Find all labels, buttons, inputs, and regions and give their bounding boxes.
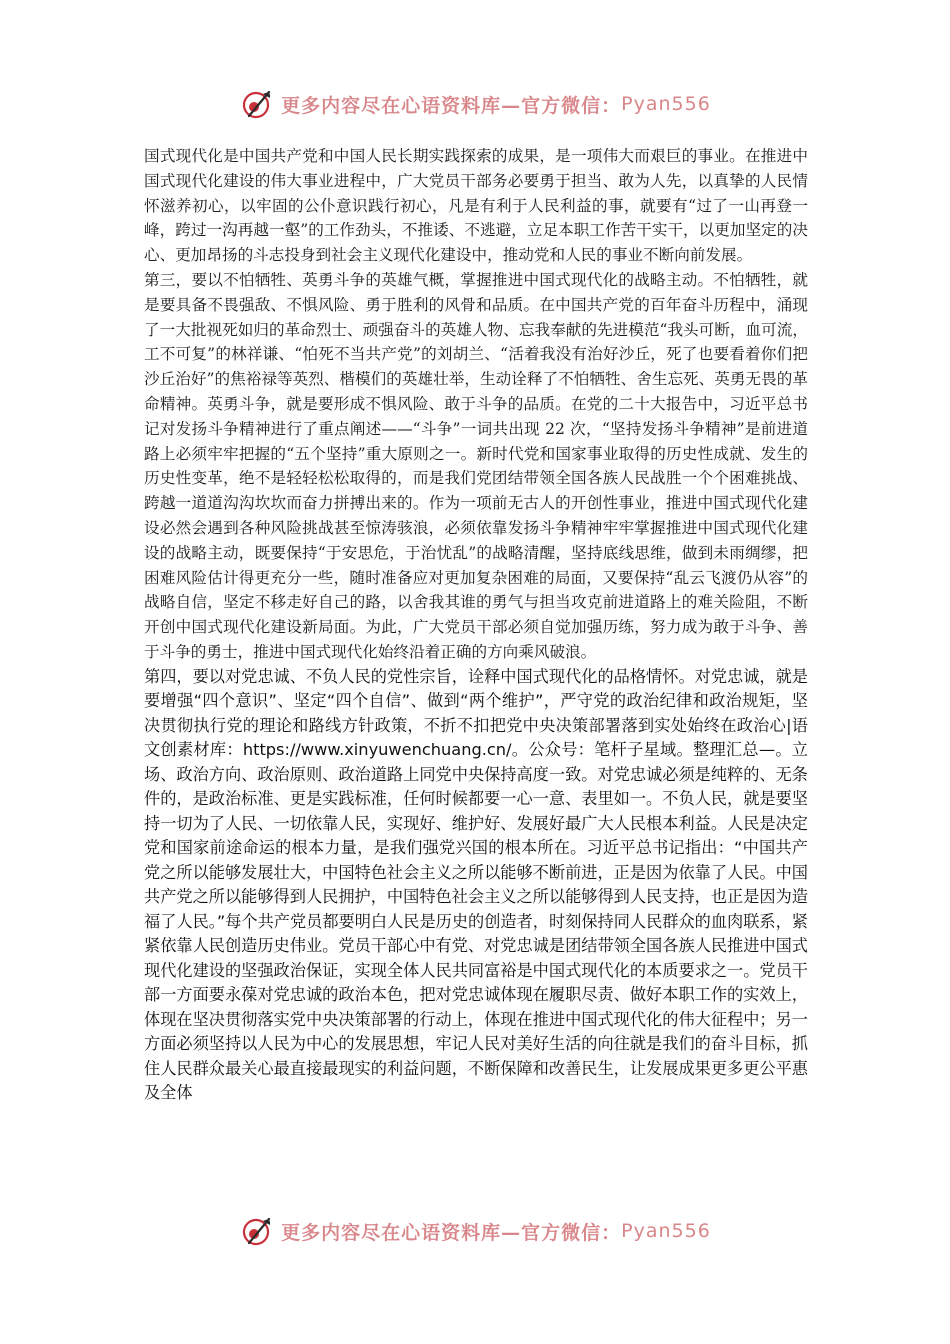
footer-wechat-id: Pyan556	[621, 1220, 711, 1242]
header-wechat-id: Pyan556	[621, 93, 711, 115]
header-banner	[0, 84, 950, 124]
document-body	[144, 144, 808, 1106]
paragraph-fourth-point: 第四，要以对党忠诚、不负人民的党性宗旨，诠释中国式现代化的品格情怀。对党忠诚，就是要增强“四个意识”、坚定“四个自信”、做到“两个维护”，严守党的政治纪律和政治规矩，坚决贯彻执行党的理论和路线方针政策，不折不扣把党中央决策部署落到实处始终在政治心|语文创素材库：https://www.xinyuwenchuang.cn/。公众号：笔杆子星域。整理汇总—。立场、政治方向、政治原则、政治道路上同党中央保持高度一致。对党忠诚必须是纯粹的、无条件的，是政治标准、更是实践标准，任何时候都要一心一意、表里如一。不负人民，就是要坚持一切为了人民、一切依靠人民，实现好、维护好、发展好最广大人民根本利益。人民是决定党和国家前途命运的根本力量，是我们强党兴国的根本所在。习近平总书记指出：“中国共产党之所以能够发展壮大，中国特色社会主义之所以能够不断前进，正是因为依靠了人民。中国共产党之所以能够得到人民拥护，中国特色社会主义之所以能够得到人民支持，也正是因为造福了人民。”每个共产党员都要明白人民是历史的创造者，时刻保持同人民群众的血肉联系，紧紧依靠人民创造历史伟业。党员干部心中有党、对党忠诚是团结带领全国各族人民推进中国式现代化建设的坚强政治保证，实现全体人民共同富裕是中国式现代化的本质要求之一。党员干部一方面要永葆对党忠诚的政治本色，把对党忠诚体现在履职尽责、做好本职工作的实效上，体现在坚决贯彻落实党中央决策部署的行动上，体现在推进中国式现代化的伟大征程中；另一方面必须坚持以人民为中心的发展思想，牢记人民对美好生活的向往就是我们的奋斗目标，抓住人民群众最关心最直接最现实的利益问题，不断保障和改善民生，让发展成果更多更公平惠及全体	[144, 666, 808, 1103]
paragraph-continuation: 国式现代化是中国共产党和中国人民长期实践探索的成果，是一项伟大而艰巨的事业。在推进中国式现代化建设的伟大事业进程中，广大党员干部务必要勇于担当、敢为人先，以真挚的人民情怀滋养初心，以牢固的公仆意识践行初心，凡是有利于人民利益的事，就要有“过了一山再登一峰，跨过一沟再越一壑”的工作劲头，不推诿、不逃避，立足本职工作苦干实干，以更加坚定的决心、更加昂扬的斗志投身到社会主义现代化建设中，推动党和人民的事业不断向前发展。	[144, 147, 808, 265]
header-banner-text: 更多内容尽在心语资料库—官方微信：	[281, 94, 622, 117]
footer-banner	[0, 1211, 950, 1251]
quill-logo-icon	[239, 86, 275, 122]
footer-banner-text: 更多内容尽在心语资料库—官方微信：	[281, 1221, 622, 1244]
paragraph-third-point: 第三，要以不怕牺牲、英勇斗争的英雄气概，掌握推进中国式现代化的战略主动。不怕牺牲，就是要具备不畏强敌、不惧风险、勇于胜利的风骨和品质。在中国共产党的百年奋斗历程中，涌现了一大批视死如归的革命烈士、顽强奋斗的英雄人物、忘我奉献的先进模范“我头可断，血可流，工不可复”的林祥谦、“怕死不当共产党”的刘胡兰、“活着我没有治好沙丘，死了也要看着你们把沙丘治好”的焦裕禄等英烈、楷模们的英雄壮举，生动诠释了不怕牺牲、舍生忘死、英勇无畏的革命精神。英勇斗争，就是要形成不惧风险、敢于斗争的品质。在党的二十大报告中，习近平总书记对发扬斗争精神进行了重点阐述——“斗争”一词共出现 22 次，“坚持发扬斗争精神”是前进道路上必须牢牢把握的“五个坚持”重大原则之一。新时代党和国家事业取得的历史性成就、发生的历史性变革，绝不是轻轻松松取得的，而是我们党团结带领全国各族人民战胜一个个困难挑战、跨越一道道沟沟坎坎而奋力拼搏出来的。作为一项前无古人的开创性事业，推进中国式现代化建设必然会遇到各种风险挑战甚至惊涛骇浪，必须依靠发扬斗争精神牢牢掌握推进中国式现代化建设的战略主动，既要保持“于安思危，于治忧乱”的战略清醒，坚持底线思维，做到未雨绸缪，把困难风险估计得更充分一些，随时准备应对更加复杂困难的局面，又要保持“乱云飞渡仍从容”的战略自信，坚定不移走好自己的路，以舍我其谁的勇气与担当攻克前进道路上的难关险阻，不断开创中国式现代化建设新局面。为此，广大党员干部必须自觉加强历练，努力成为敢于斗争、善于斗争的勇士，推进中国式现代化始终沿着正确的方向乘风破浪。	[144, 270, 808, 661]
quill-logo-icon	[239, 1213, 275, 1249]
